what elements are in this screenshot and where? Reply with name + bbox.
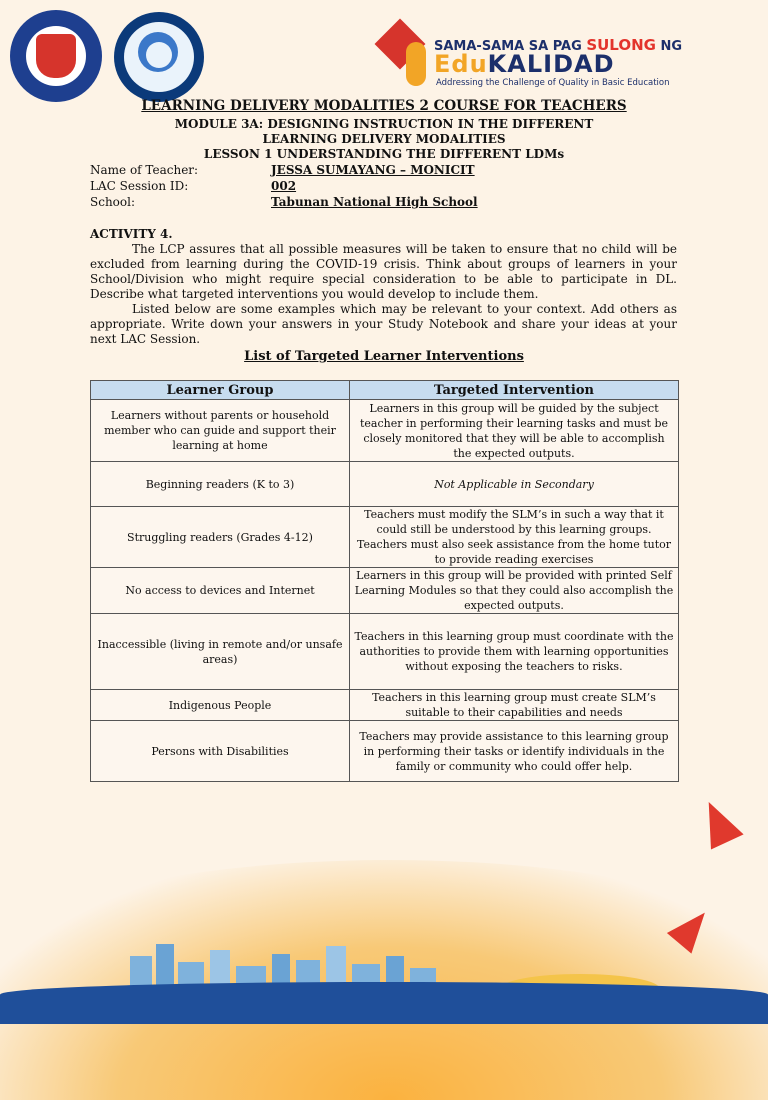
learner-group-cell: No access to devices and Internet — [91, 568, 350, 614]
session-value: 002 — [271, 179, 297, 193]
table-row — [91, 614, 679, 690]
sea-decoration — [0, 982, 768, 1024]
logo-tagline-top: SAMA-SAMA SA PAG SULONG NG — [434, 36, 683, 54]
header-learner-group: Learner Group — [91, 381, 350, 400]
learner-group-cell: Persons with Disabilities — [91, 721, 350, 782]
learner-group-cell: Inaccessible (living in remote and/or unsafe areas) — [91, 614, 350, 690]
lesson-title: LESSON 1 UNDERSTANDING THE DIFFERENT LDMs — [203, 147, 565, 161]
table-row — [91, 462, 679, 507]
table-row — [91, 400, 679, 462]
logo-subtitle: Addressing the Challenge of Quality in Basic Education — [436, 78, 670, 88]
academy-seal-logo — [114, 12, 204, 102]
school-value: Tabunan National High School — [271, 195, 478, 209]
table-row — [91, 568, 679, 614]
activity-paragraph-2: Listed below are some examples which may be relevant to your context. Add others as appropriate. Write down your answers in your Study Notebook and share your ideas at your next LAC Session. — [90, 302, 677, 346]
intervention-cell: Learners in this group will be guided by the subject teacher in performing their learning tasks and must be closely monitored that they will be able to accomplish the expected outputs. — [350, 400, 679, 462]
activity-paragraph-1: The LCP assures that all possible measures will be taken to ensure that no child will be excluded from learning during the COVID-19 crisis. Think about groups of learners in your School/Division who might require special consideration to be able to participate in DL. Describe what targeted interventions you would develop to include them. — [90, 242, 677, 301]
module-title-line1: MODULE 3A: DESIGNING INSTRUCTION IN THE DIFFERENT — [174, 117, 594, 131]
deped-seal-logo — [10, 10, 102, 102]
teacher-value: JESSA SUMAYANG – MONICIT — [271, 163, 475, 177]
intervention-cell: Teachers must modify the SLM’s in such a way that it could still be understood by this learning groups. Teachers must also seek assistance from the home tutor to provide reading exercises — [350, 507, 679, 568]
interventions-table — [90, 380, 679, 782]
learner-group-cell: Learners without parents or household member who can guide and support their learning at home — [91, 400, 350, 462]
intervention-cell: Not Applicable in Secondary — [350, 462, 679, 507]
learner-group-cell: Indigenous People — [91, 690, 350, 721]
session-label: LAC Session ID: — [90, 179, 189, 193]
logo-wordmark: EduKALIDAD — [434, 50, 615, 78]
academy-swoosh-cut — [146, 42, 172, 68]
intervention-cell: Teachers may provide assistance to this learning group in performing their tasks or identify individuals in the family or community who could offer help. — [350, 721, 679, 782]
teacher-label: Name of Teacher: — [90, 163, 199, 177]
intervention-cell: Teachers in this learning group must coordinate with the authorities to provide them with learning opportunities without exposing the teachers to risks. — [350, 614, 679, 690]
header-targeted-intervention: Targeted Intervention — [350, 381, 679, 400]
learner-group-cell: Beginning readers (K to 3) — [91, 462, 350, 507]
edukalidad-logo — [376, 16, 683, 94]
kite-icon — [692, 794, 743, 849]
list-title: List of Targeted Learner Interventions — [244, 349, 524, 364]
table-header-row — [91, 381, 679, 400]
activity-title: ACTIVITY 4. — [90, 227, 173, 241]
school-label: School: — [90, 195, 135, 209]
table-row — [91, 690, 679, 721]
child-figure-icon — [406, 42, 426, 86]
intervention-cell: Teachers in this learning group must create SLM’s suitable to their capabilities and needs — [350, 690, 679, 721]
seal-emblem — [36, 34, 76, 78]
learner-group-cell: Struggling readers (Grades 4-12) — [91, 507, 350, 568]
module-title-line2: LEARNING DELIVERY MODALITIES — [262, 132, 506, 146]
intervention-cell: Learners in this group will be provided with printed Self Learning Modules so that they could also accomplish the expected outputs. — [350, 568, 679, 614]
course-title: LEARNING DELIVERY MODALITIES 2 COURSE FOR TEACHERS — [141, 98, 627, 114]
table-row — [91, 507, 679, 568]
table-row — [91, 721, 679, 782]
